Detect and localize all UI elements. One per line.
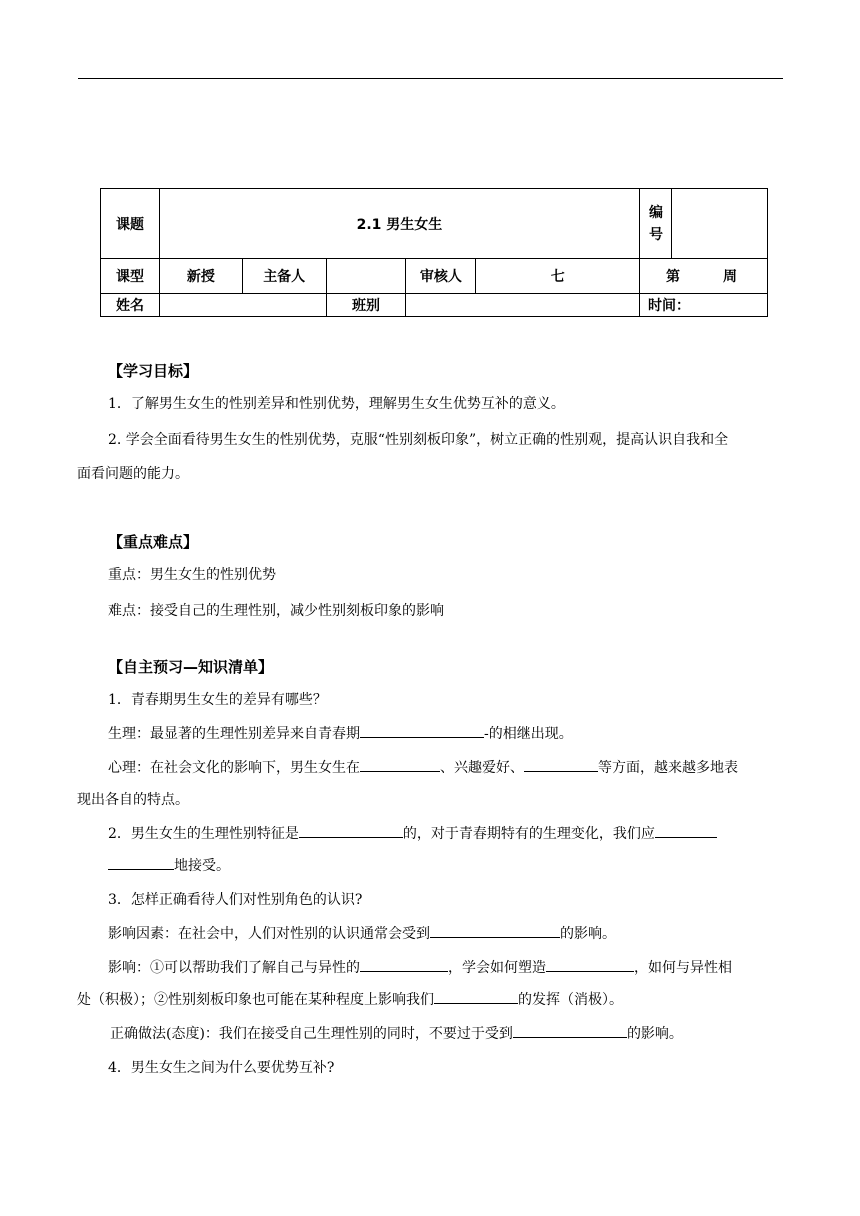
q1-psych-text: 心理：在社会文化的影响下，男生女生在: [108, 760, 360, 776]
preparer-label: 主备人: [242, 259, 326, 294]
blank-q2-2[interactable]: [655, 823, 717, 838]
q2-text: 2．男生女生的生理性别特征是: [108, 826, 299, 842]
q1-psychology: [108, 755, 784, 781]
week-label-second: 周: [723, 269, 737, 285]
reviewer-value: 七: [476, 259, 640, 294]
q1-physiology-tail: -的相继出现。: [484, 726, 573, 742]
blank-puberty-feature[interactable]: [360, 723, 484, 738]
blank-q2-1[interactable]: [299, 823, 403, 838]
blank-q3-factor[interactable]: [430, 923, 560, 938]
q3-factor: [108, 921, 784, 947]
q3-effect: [108, 955, 784, 981]
blank-q3-attitude[interactable]: [513, 1023, 627, 1038]
question-1: 1．青春期男生女生的差异有哪些？: [108, 692, 327, 708]
key-points-heading: 【重点难点】: [108, 533, 199, 551]
q3-attitude: [110, 1021, 784, 1047]
topic-label: 课题: [101, 189, 160, 259]
type-label: 课型: [101, 259, 160, 294]
objective-2-line1: 2. 学会全面看待男生女生的性别优势，克服“性别刻板印象”，树立正确的性别观，提高认识自我和全: [108, 432, 729, 448]
blank-q3-effect-2[interactable]: [546, 957, 634, 972]
type-value: 新授: [159, 259, 242, 294]
name-label: 姓名: [101, 294, 160, 317]
q3-factor-tail: 的影响。: [560, 926, 616, 942]
question-2-line2: [108, 853, 784, 879]
blank-psych-1[interactable]: [360, 757, 440, 772]
q3-factor-text: 影响因素：在社会中，人们对性别的认识通常会受到: [108, 926, 430, 942]
q1-physiology-text: 生理：最显著的生理性别差异来自青春期: [108, 726, 360, 742]
reviewer-label: 审核人: [406, 259, 476, 294]
header-table: [100, 188, 768, 317]
q1-physiology: [108, 721, 784, 747]
objective-1: 1．了解男生女生的性别差异和性别优势，理解男生女生优势互补的意义。: [108, 396, 565, 412]
time-label: 时间：: [640, 294, 768, 317]
objectives-heading: 【学习目标】: [108, 362, 199, 380]
q3-effect-line2: [77, 987, 784, 1013]
q3-effect-mid: ，学会如何塑造: [448, 960, 546, 976]
worksheet-content: [77, 360, 784, 1081]
blank-q3-effect-3[interactable]: [434, 989, 518, 1004]
objective-2-line2: 面看问题的能力。: [77, 466, 189, 482]
q3-effect-line2-text: 处（积极）；②性别刻板印象也可能在某种程度上影响我们: [77, 992, 434, 1008]
top-rule: [78, 78, 783, 79]
q3-effect-tail: ，如何与异性相: [634, 960, 732, 976]
q1-psychology-line2: 现出各自的特点。: [77, 792, 189, 808]
topic-title: 2.1 男生女生: [159, 189, 639, 259]
blank-psych-2[interactable]: [524, 757, 598, 772]
question-3: 3．怎样正确看待人们对性别角色的认识?: [108, 892, 363, 908]
focus-point: 重点：男生女生的性别优势: [108, 567, 276, 583]
q3-effect-line2-tail: 的发挥（消极）。: [518, 992, 623, 1008]
q2-mid: 的，对于青春期特有的生理变化，我们应: [402, 826, 655, 842]
blank-q2-3[interactable]: [108, 855, 174, 870]
q2-tail: 地接受。: [174, 858, 230, 874]
class-value[interactable]: [406, 294, 640, 317]
difficulty-point: 难点：接受自己的生理性别，减少性别刻板印象的影响: [108, 603, 444, 619]
number-label-text: 编号: [649, 204, 664, 243]
question-2: [108, 821, 784, 847]
blank-q3-effect-1[interactable]: [360, 957, 448, 972]
q1-psych-tail: 等方面，越来越多地表: [598, 760, 738, 776]
question-4: 4．男生女生之间为什么要优势互补?: [108, 1060, 335, 1076]
week-label-first: 第: [666, 269, 681, 285]
preview-heading: 【自主预习—知识清单】: [108, 658, 274, 676]
q3-attitude-text: 正确做法(态度)：我们在接受自己生理性别的同时，不要过于受到: [110, 1026, 513, 1042]
class-label: 班别: [326, 294, 406, 317]
q3-attitude-tail: 的影响。: [626, 1026, 683, 1042]
number-value[interactable]: [672, 189, 768, 259]
q1-psych-mid: 、兴趣爱好、: [440, 760, 524, 776]
week-cell: [640, 259, 768, 294]
name-value[interactable]: [159, 294, 326, 317]
preparer-value[interactable]: [326, 259, 406, 294]
q3-effect-text: 影响：①可以帮助我们了解自己与异性的: [108, 960, 360, 976]
number-label: [640, 189, 672, 259]
